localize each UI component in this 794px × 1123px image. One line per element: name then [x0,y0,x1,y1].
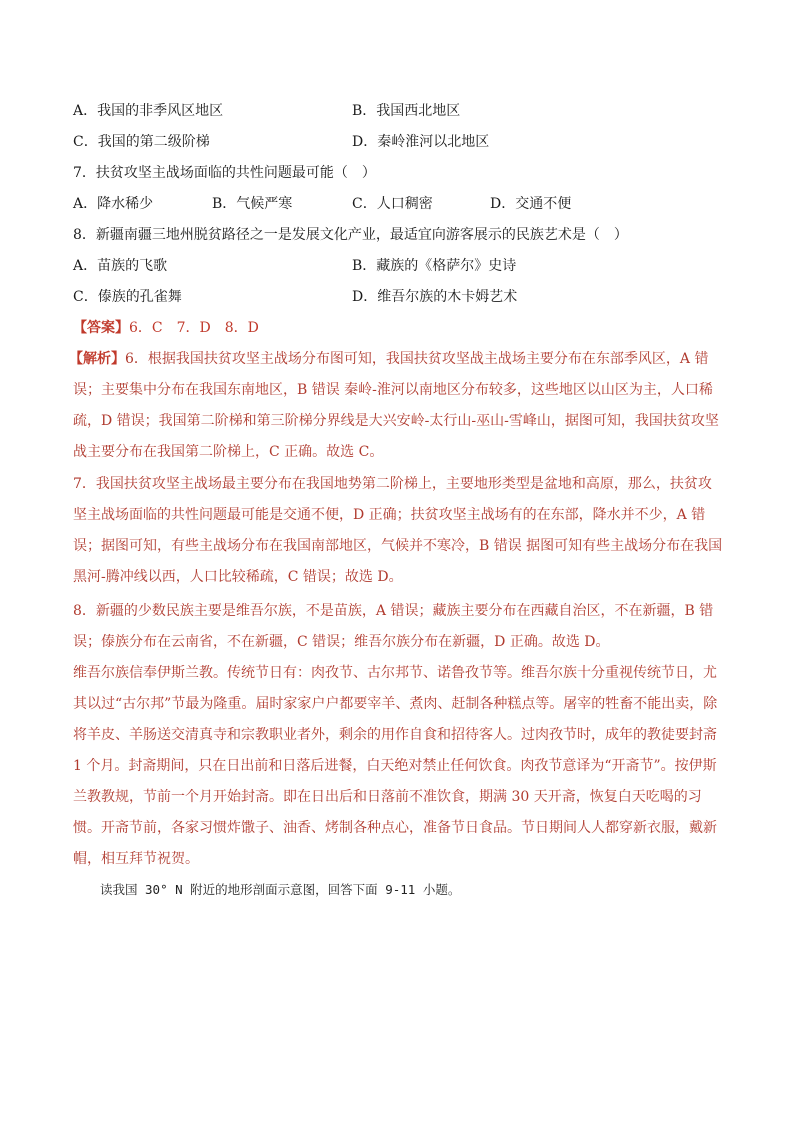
analysis-paragraph-6 [69,344,723,468]
analysis-tag: 【解析】 [69,351,125,367]
q6-option-d: D．秦岭淮河以北地区 [352,134,490,150]
q8-option-a: A．苗族的飞歌 [73,258,168,274]
q7-option-d: D．交通不便 [490,196,572,212]
q7-stem: 7．扶贫攻坚主战场面临的共性问题最可能（ ） [73,165,376,181]
next-section-prompt: 读我国 30° N 附近的地形剖面示意图，回答下面 9-11 小题。 [100,882,461,897]
q7-option-c: C．人口稠密 [352,196,433,212]
q7-option-a: A．降水稀少 [73,196,154,212]
q8-option-b: B．藏族的《格萨尔》史诗 [352,258,517,274]
answer-text: 6．C 7．D 8．D [129,320,259,336]
answer-tag: 【答案】 [73,320,129,336]
analysis-paragraph-8: 8．新疆的少数民族主要是维吾尔族，不是苗族，A 错误；藏族主要分布在西藏自治区，不在新疆，B 错误；傣族分布在云南省，不在新疆，C 错误；维吾尔族分布在新疆，D 正确。故选 D。 [73,603,714,650]
q6-option-b: B．我国西北地区 [352,103,461,119]
q7-option-b: B．气候严寒 [212,196,293,212]
q8-option-d: D．维吾尔族的木卡姆艺术 [352,289,518,305]
q8-option-c: C．傣族的孔雀舞 [73,289,182,305]
analysis-paragraph-7: 7．我国扶贫攻坚主战场最主要分布在我国地势第二阶梯上，主要地形类型是盆地和高原，那么，扶贫攻坚主战场面临的共性问题最可能是交通不便，D 正确；扶贫攻坚主战场有的在东部，降水并不少，A 错误；据图可知，有些主战场分布在我国南部地区，气候并不寒冷，B 错误 据图可知有些主战场分布在我国黑河-腾冲线以西，人口比较稀疏，C 错误；故选 D。 [73,476,723,585]
answer-line [73,318,259,338]
q6-option-c: C．我国的第二级阶梯 [73,134,210,150]
q6-option-a: A．我国的非季风区地区 [73,103,224,119]
analysis-text-6: 6．根据我国扶贫攻坚主战场分布图可知，我国扶贫攻坚战主战场主要分布在东部季风区，A 错误；主要集中分布在我国东南地区，B 错误 秦岭-淮河以南地区分布较多，这些地区以山区为主，人口稀疏，D 错误；我国第二阶梯和第三阶梯分界线是大兴安岭-太行山-巫山-雪峰山，据图可知，我国扶贫攻坚战主要分布在我国第二阶梯上，C 正确。故选 C。 [73,351,719,460]
q8-stem: 8．新疆南疆三地州脱贫路径之一是发展文化产业，最适宜向游客展示的民族艺术是（ ） [73,227,628,243]
analysis-paragraph-culture: 维吾尔族信奉伊斯兰教。传统节日有：肉孜节、古尔邦节、诺鲁孜节等。维吾尔族十分重视传统节日，尤其以过“古尔邦”节最为隆重。届时家家户户都要宰羊、煮肉、赶制各种糕点等。屠宰的牲畜不能出卖，除将羊皮、羊肠送交清真寺和宗教职业者外，剩余的用作自食和招待客人。过肉孜节时，成年的教徒要封斋 1 个月。封斋期间，只在日出前和日落后进餐，白天绝对禁止任何饮食。肉孜节意译为“开斋节”。按伊斯兰教教规，节前一个月开始封斋。即在日出后和日落前不准饮食，期满 30 天开斋，恢复白天吃喝的习惯。开斋节前，各家习惯炸馓子、油香、烤制各种点心，准备节日食品。节日期间人人都穿新衣服，戴新帽，相互拜节祝贺。 [73,665,718,867]
